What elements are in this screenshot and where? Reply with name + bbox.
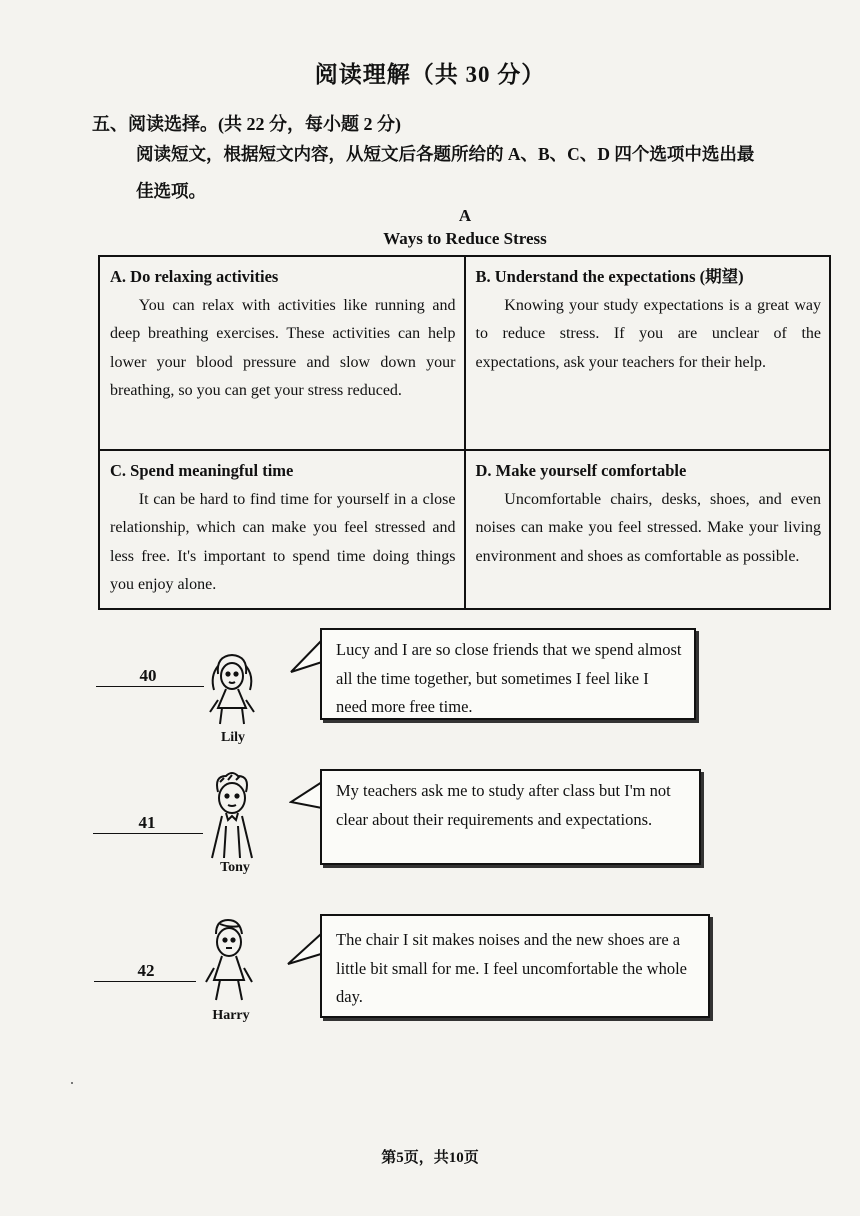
tip-body: Knowing your study expectations is a great way to reduce stress. If you are unclear of the expectations, ask your teachers for their help. (475, 296, 821, 371)
answer-blank[interactable] (96, 686, 204, 687)
speech-tail (289, 636, 323, 676)
tip-heading: D. Make yourself comfortable (475, 461, 687, 480)
tip-heading: C. Spend meaningful time (110, 461, 294, 480)
tip-heading: A. Do relaxing activities (110, 267, 279, 286)
speech-tail (289, 778, 323, 814)
character-name: Lily (220, 730, 246, 745)
instruction-line-1: 阅读短文，根据短文内容，从短文后各题所给的 A、B、C、D 四个选项中选出最 (136, 144, 755, 164)
section-heading: 五、阅读选择。(共 22 分，每小题 2 分) (92, 114, 401, 134)
answer-blank[interactable] (94, 981, 196, 982)
boy-figure-icon (200, 916, 256, 1004)
passage-label: A (458, 206, 472, 225)
question-number: 41 (138, 813, 156, 832)
answer-blank[interactable] (93, 833, 203, 834)
question-number: 42 (137, 961, 155, 980)
speech-bubble: Lucy and I are so close friends that we spend almost all the time together, but sometimes I feel like I need more free time. (320, 628, 696, 720)
tip-heading: B. Understand the expectations (期望) (475, 267, 744, 286)
page-title: 阅读理解（共 30 分） (314, 62, 546, 87)
boy-figure-icon (204, 770, 260, 862)
scan-speck (71, 1082, 73, 1084)
tip-body: It can be hard to find time for yourself in a close relationship, which can make you feel stressed and less free. It's important to spend time doing things you enjoy alone. (110, 490, 456, 593)
tip-body: You can relax with activities like running and deep breathing exercises. These activities can help lower your blood pressure and slow down your breathing, so you can get your stress reduced. (110, 296, 456, 399)
tip-body: Uncomfortable chairs, desks, shoes, and even noises can make you feel stressed. Make your living environment and shoes as comfortable as possible. (475, 490, 821, 565)
passage-title: Ways to Reduce Stress (383, 229, 547, 248)
girl-figure-icon (204, 650, 260, 726)
speech-bubble: The chair I sit makes noises and the new shoes are a little bit small for me. I feel uncomfortable the whole day. (320, 914, 710, 1018)
stress-tips-table (98, 255, 831, 610)
question-number: 40 (139, 666, 157, 685)
character-name: Tony (220, 860, 250, 875)
tip-cell-d (465, 450, 831, 609)
character-name: Harry (212, 1008, 250, 1023)
page-footer: 第5页，共10页 (381, 1150, 479, 1166)
tip-cell-c (99, 450, 465, 609)
speech-tail (286, 930, 322, 972)
tip-cell-a (99, 256, 465, 450)
tip-cell-b (465, 256, 831, 450)
speech-bubble: My teachers ask me to study after class but I'm not clear about their requirements and expectations. (320, 769, 701, 865)
instruction-line-2: 佳选项。 (136, 181, 206, 201)
